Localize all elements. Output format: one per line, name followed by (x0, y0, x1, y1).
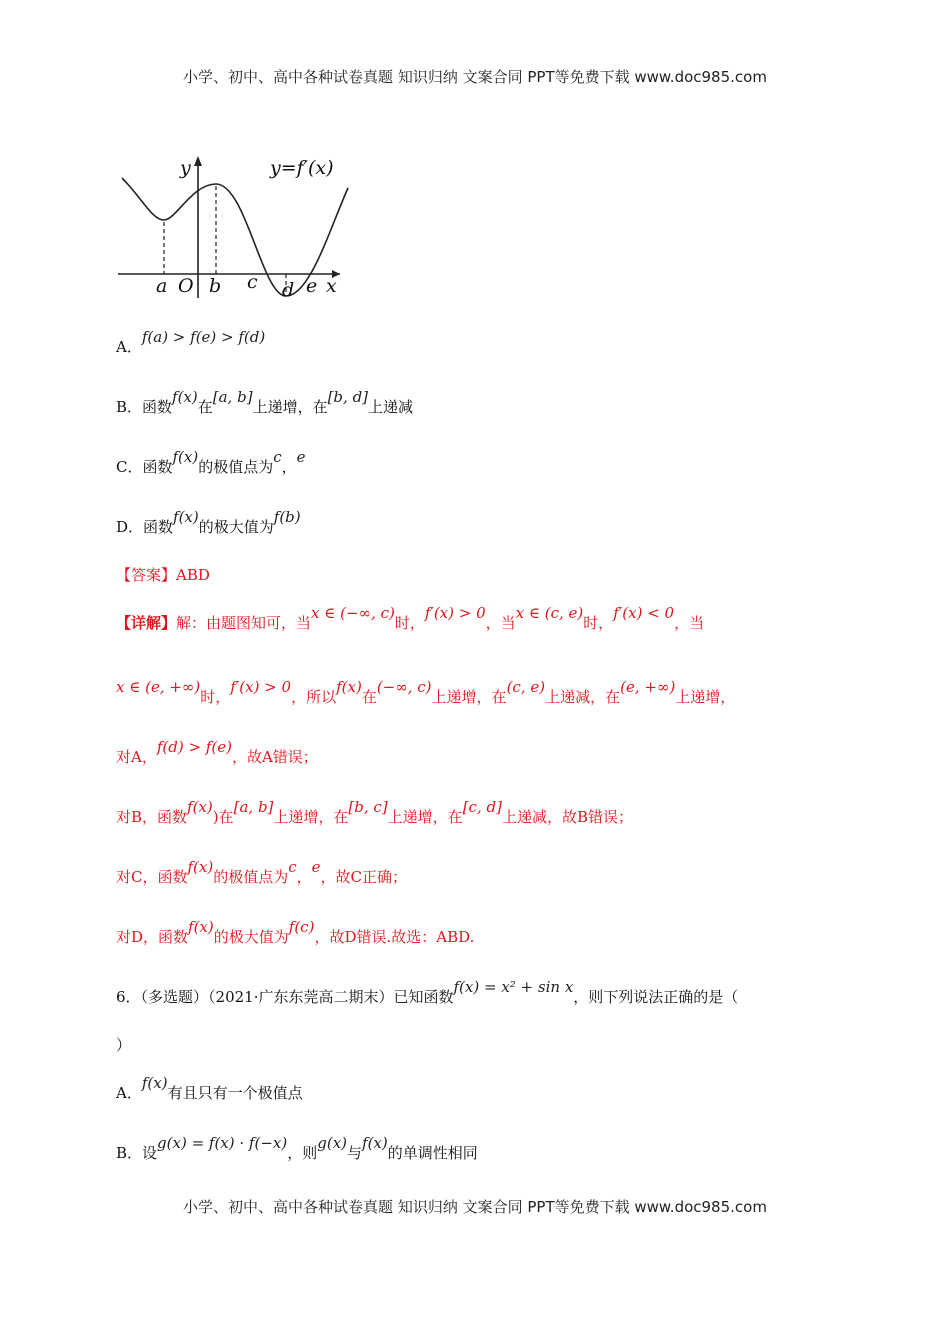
detail-l2-m4: (−∞, c) (376, 678, 432, 696)
derivative-graph (114, 148, 354, 303)
y-axis-label: y (180, 157, 191, 179)
detail-l2-t2: ，所以 (291, 688, 337, 706)
point-b-label: b (209, 275, 222, 297)
point-d-label: d (282, 279, 295, 301)
detail-l4-t3: 上递增，在 (387, 808, 463, 826)
detail-l1-m3: x ∈ (c, e) (515, 604, 584, 622)
question-6-stem (116, 978, 739, 1007)
detail-l1-m2: f′(x) > 0 (424, 604, 486, 622)
detail-l4-m1: f(x) (187, 798, 213, 816)
option-d-prefix: D．函数 (116, 518, 174, 536)
detail-l1-t2: ，当 (485, 614, 516, 632)
detail-l1-t3: 时， (583, 614, 614, 632)
detail-l4-t1: )在 (212, 808, 234, 826)
detail-l3-t0: 对A， (116, 748, 157, 766)
option-d-math-2: f(b) (273, 508, 301, 526)
q6-option-b-math-1: g(x) = f(x) · f(−x) (157, 1134, 288, 1152)
detail-l6-t0: 对D，函数 (116, 928, 189, 946)
detail-line-4 (116, 798, 633, 827)
q6-stem-tail: ，则下列说法正确的是（ (573, 988, 739, 1006)
detail-l2-m1: x ∈ (e, +∞) (116, 678, 201, 696)
detail-line-5 (116, 858, 408, 887)
option-c-text-2: ， (281, 458, 297, 476)
question-6-close (116, 1034, 131, 1055)
detail-l2-m6: (e, +∞) (620, 678, 676, 696)
detail-l2-t1: 时， (200, 688, 231, 706)
option-b-math-1: f(x) (172, 388, 198, 406)
q6-option-a-text: 有且只有一个极值点 (167, 1084, 303, 1102)
detail-l5-t0: 对C，函数 (116, 868, 188, 886)
detail-l5-m1: f(x) (187, 858, 214, 876)
page-header: 小学、初中、高中各种试卷真题 知识归纳 文案合同 PPT等免费下载 www.doc985.com (183, 68, 767, 86)
origin-label: O (178, 275, 194, 297)
q6-stem-text: 6．（多选题）（2021·广东东莞高二期末）已知函数 (116, 988, 454, 1006)
option-d-math-1: f(x) (173, 508, 199, 526)
option-c-math-2: c (273, 448, 282, 466)
detail-line-1 (116, 604, 705, 633)
q6-option-b-text-3: 的单调性相同 (387, 1144, 478, 1162)
detail-l1-t1: 时， (394, 614, 425, 632)
detail-line-6 (116, 918, 475, 947)
detail-l5-t3: ，故C正确； (320, 868, 408, 886)
option-c-prefix: C．函数 (116, 458, 173, 476)
detail-l4-t2: 上递增，在 (273, 808, 349, 826)
detail-l6-m2: f(c) (288, 918, 315, 936)
point-e-label: e (306, 275, 318, 297)
detail-l2-t3: 在 (361, 688, 377, 706)
option-d (116, 508, 301, 537)
q6-option-b-text-2: 与 (347, 1144, 363, 1162)
detail-l2-m3: f(x) (336, 678, 362, 696)
detail-line-2 (116, 678, 736, 707)
y-axis-arrow (194, 156, 202, 166)
point-a-label: a (156, 275, 168, 297)
detail-l2-t5: 上递减，在 (545, 688, 621, 706)
answer-line (116, 564, 210, 585)
detail-l1-m1: x ∈ (−∞, c) (311, 604, 395, 622)
detail-line-3 (116, 738, 318, 767)
q6-close-paren: ） (116, 1036, 132, 1054)
detail-l2-t6: 上递增， (675, 688, 736, 706)
detail-l4-t0: 对B，函数 (116, 808, 188, 826)
curve-label: y=f′(x) (270, 157, 334, 179)
option-b-text-2: 上递增，在 (252, 398, 328, 416)
detail-l6-m1: f(x) (188, 918, 214, 936)
option-b-prefix: B．函数 (116, 398, 173, 416)
option-b-text-1: 在 (197, 398, 213, 416)
q6-option-b-text-1: ，则 (287, 1144, 318, 1162)
detail-l5-m3: e (311, 858, 321, 876)
detail-l5-m2: c (288, 858, 297, 876)
detail-l5-t1: 的极值点为 (213, 868, 289, 886)
detail-l1-m4: f′(x) < 0 (613, 604, 675, 622)
q6-option-a-math: f(x) (141, 1074, 168, 1092)
option-c-math-3: e (296, 448, 306, 466)
option-d-text-1: 的极大值为 (198, 518, 274, 536)
q6-option-a-prefix: A． (116, 1084, 142, 1102)
q6-option-a (116, 1074, 303, 1103)
option-c-math-1: f(x) (172, 448, 199, 466)
detail-l6-t1: 的极大值为 (213, 928, 289, 946)
detail-l1-t0: 解：由题图知可，当 (176, 614, 312, 632)
detail-l4-t4: 上递减，故B错误； (501, 808, 633, 826)
page-footer: 小学、初中、高中各种试卷真题 知识归纳 文案合同 PPT等免费下载 www.doc985.com (183, 1198, 767, 1216)
q6-function: f(x) = x² + sin x (453, 978, 574, 996)
detail-l2-m5: (c, e) (506, 678, 546, 696)
detail-l2-t4: 上递增，在 (431, 688, 507, 706)
option-b (116, 388, 414, 417)
option-a-prefix: A． (116, 338, 142, 356)
detail-l5-t2: ， (296, 868, 312, 886)
x-axis-label: x (326, 275, 337, 297)
option-a-math: f(a) > f(e) > f(d) (141, 328, 266, 346)
option-a (116, 328, 266, 357)
detail-l4-m4: [c, d] (462, 798, 502, 816)
option-c-text-1: 的极值点为 (198, 458, 274, 476)
option-b-math-3: [b, d] (327, 388, 369, 406)
option-b-math-2: [a, b] (212, 388, 253, 406)
detail-l3-t1: ，故A错误； (231, 748, 318, 766)
q6-option-b-math-2: g(x) (317, 1134, 347, 1152)
detail-l4-m3: [b, c] (348, 798, 388, 816)
q6-option-b-prefix: B．设 (116, 1144, 158, 1162)
detail-l2-m2: f′(x) > 0 (230, 678, 292, 696)
detail-l4-m2: [a, b] (233, 798, 274, 816)
point-c-label: c (247, 271, 258, 293)
detail-label: 【详解】 (116, 614, 177, 632)
option-c (116, 448, 306, 477)
q6-option-b-math-3: f(x) (362, 1134, 388, 1152)
detail-l1-t4: ，当 (674, 614, 705, 632)
detail-l3-m1: f(d) > f(e) (156, 738, 232, 756)
q6-option-b (116, 1134, 478, 1163)
answer-label: 【答案】ABD (116, 566, 210, 584)
detail-l6-t2: ，故D错误.故选：ABD. (314, 928, 475, 946)
option-b-text-3: 上递减 (368, 398, 414, 416)
